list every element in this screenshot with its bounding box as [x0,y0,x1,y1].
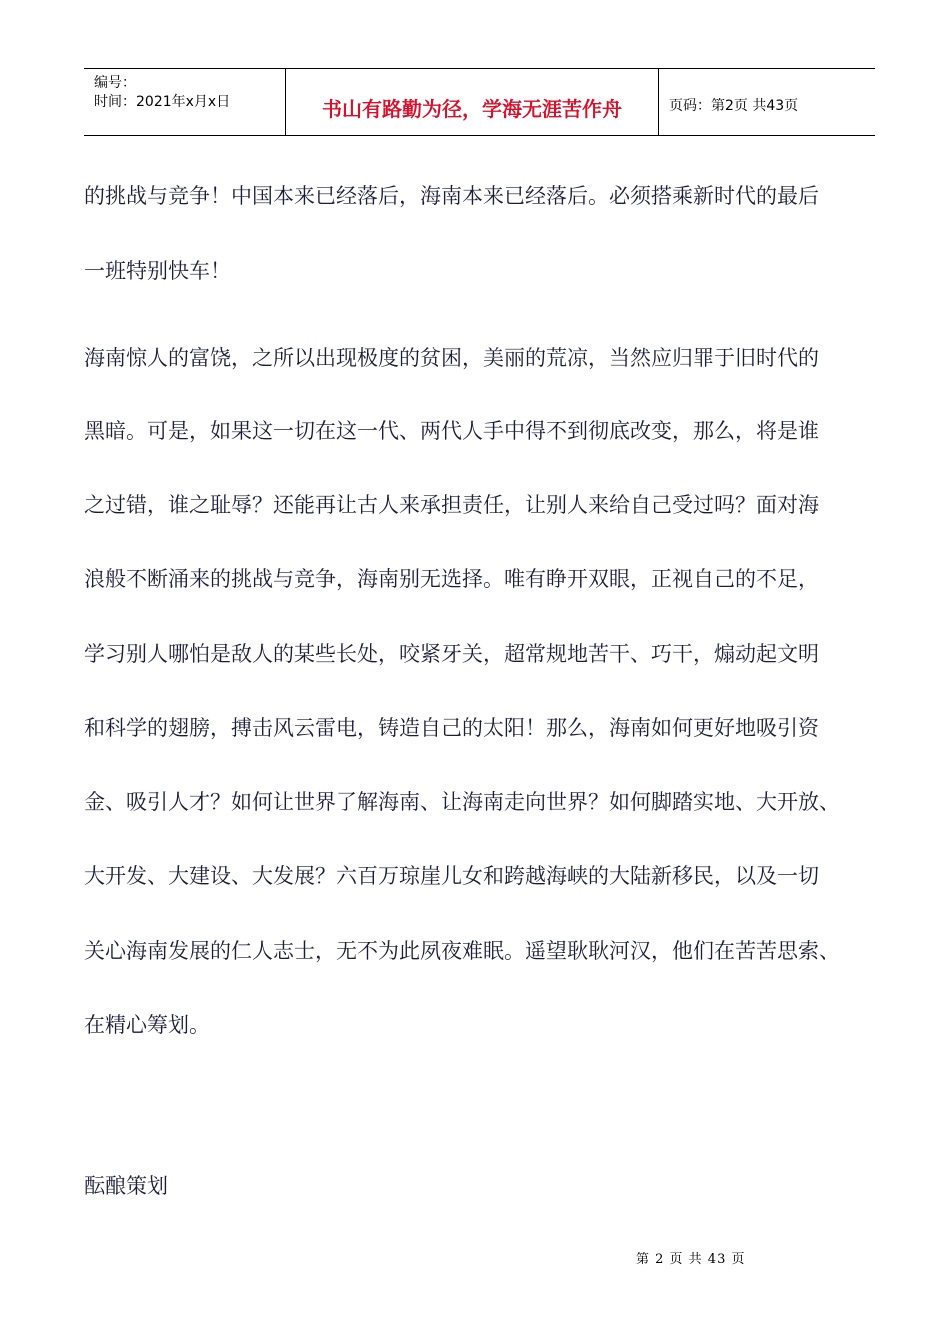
body-line: 金、吸引人才？如何让世界了解海南、让海南走向世界？如何脚踏实地、大开放、 [84,790,840,814]
header-motto-cell [286,69,659,135]
body-line: 学习别人哪怕是敌人的某些长处，咬紧牙关，超常规地苦干、巧干，煽动起文明 [84,642,819,666]
header-page-cell [659,69,875,135]
page-footer: 第 2 页 共 43 页 [636,1252,746,1267]
header-motto: 书山有路勤为径，学海无涯苦作舟 [322,97,622,121]
body-line: 的挑战与竞争！中国本来已经落后，海南本来已经落后。必须搭乘新时代的最后 [84,184,819,208]
body-line: 浪般不断涌来的挑战与竞争，海南别无选择。唯有睁开双眼，正视自己的不足， [84,567,819,591]
body-line: 大开发、大建设、大发展？六百万琼崖儿女和跨越海峡的大陆新移民，以及一切 [84,864,819,888]
body-line: 关心海南发展的仁人志士，无不为此夙夜难眠。遥望耿耿河汉，他们在苦苦思索、 [84,939,840,963]
body-line: 黑暗。可是，如果这一切在这一代、两代人手中得不到彻底改变，那么，将是谁 [84,419,819,443]
body-line: 海南惊人的富饶，之所以出现极度的贫困，美丽的荒凉，当然应归罪于旧时代的 [84,346,819,370]
section-heading: 酝酿策划 [84,1174,168,1198]
document-time-label: 时间：2021年x月x日 [94,94,231,110]
body-line: 和科学的翅膀，搏击风云雷电，铸造自己的太阳！那么，海南如何更好地吸引资 [84,716,819,740]
body-line: 之过错，谁之耻辱？还能再让古人来承担责任，让别人来给自己受过吗？面对海 [84,493,819,517]
body-line: 在精心筹划。 [84,1013,210,1037]
page-header [84,68,875,136]
document-number-label: 编号： [94,75,136,91]
body-line: 一班特别快车！ [84,259,231,283]
header-page-info: 页码：第2页 共43页 [669,98,799,114]
header-meta-cell [84,69,286,135]
